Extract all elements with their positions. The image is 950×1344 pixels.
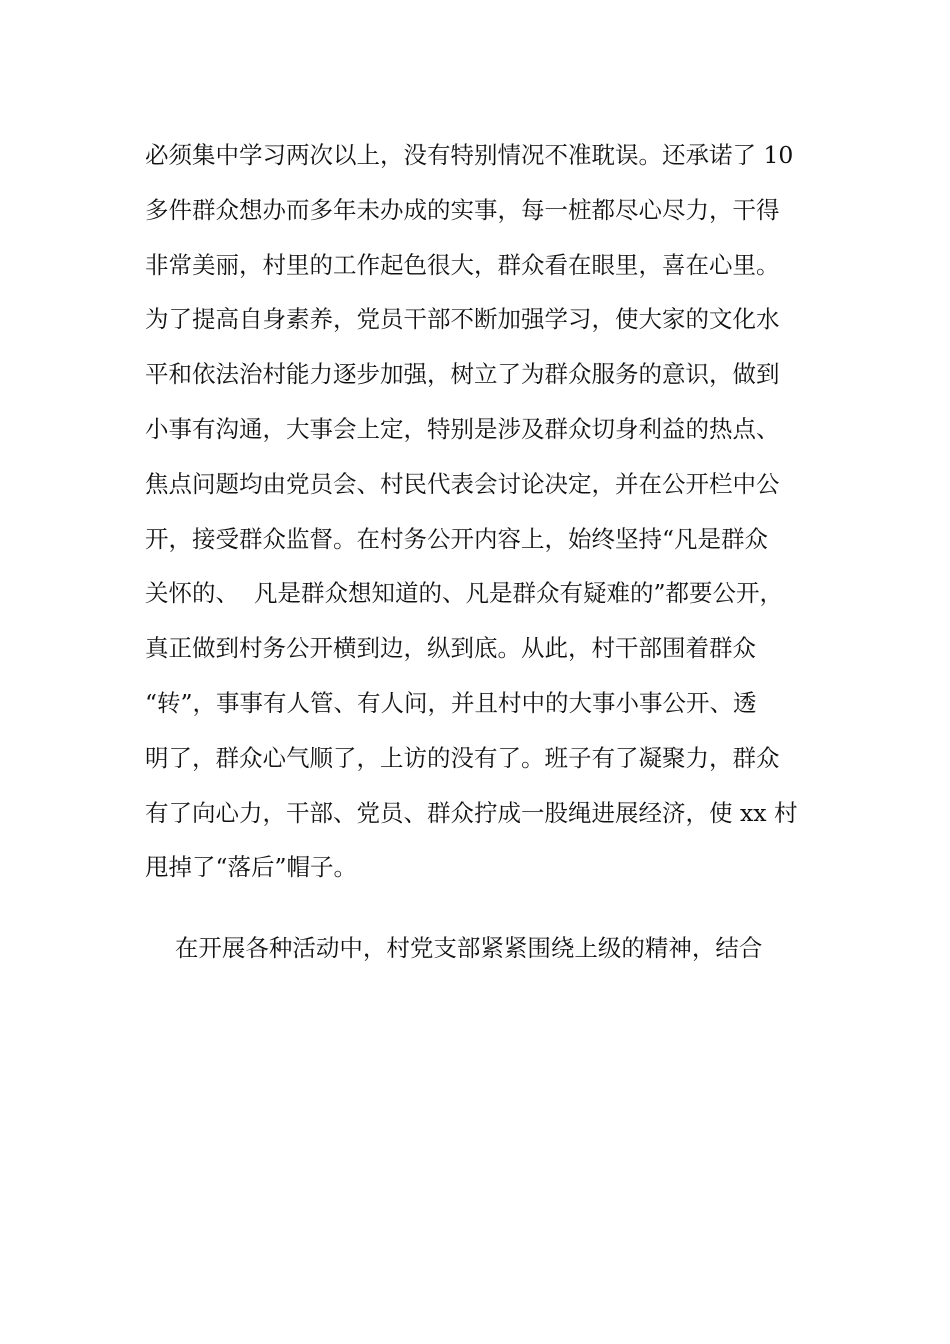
text-line: “转”，事事有人管、有人问，并且村中的大事小事公开、透	[145, 688, 757, 717]
text-line: 小事有沟通，大事会上定，特别是涉及群众切身利益的热点、	[145, 414, 780, 443]
text-line: 关怀的、 凡是群众想知道的、凡是群众有疑难的”都要公开，	[145, 579, 783, 608]
text-line: 必须集中学习两次以上，没有特别情况不准耽误。还承诺了 10	[145, 141, 794, 169]
text-line: 明了，群众心气顺了，上访的没有了。班子有了凝聚力，群众	[145, 743, 780, 772]
text-line: 非常美丽，村里的工作起色很大，群众看在眼里，喜在心里。	[145, 250, 780, 279]
text-line: 平和依法治村能力逐步加强，树立了为群众服务的意识，做到	[145, 360, 780, 389]
text-line: 真正做到村务公开横到边，纵到底。从此，村干部围着群众	[145, 634, 756, 663]
text-line: 为了提高自身素养，党员干部不断加强学习，使大家的文化水	[145, 305, 780, 334]
text-line: 有了向心力，干部、党员、群众拧成一股绳进展经济，使 xx 村	[145, 798, 798, 827]
paragraph-first-line: 在开展各种活动中，村党支部紧紧围绕上级的精神，结合	[145, 934, 763, 963]
body-text	[145, 128, 815, 976]
text-line: 甩掉了“落后”帽子。	[145, 853, 358, 882]
text-line: 多件群众想办而多年未办成的实事，每一桩都尽心尽力，干得	[145, 195, 780, 224]
text-line: 焦点问题均由党员会、村民代表会讨论决定，并在公开栏中公	[145, 469, 780, 498]
text-line: 开，接受群众监督。在村务公开内容上，始终坚持“凡是群众	[145, 524, 769, 553]
